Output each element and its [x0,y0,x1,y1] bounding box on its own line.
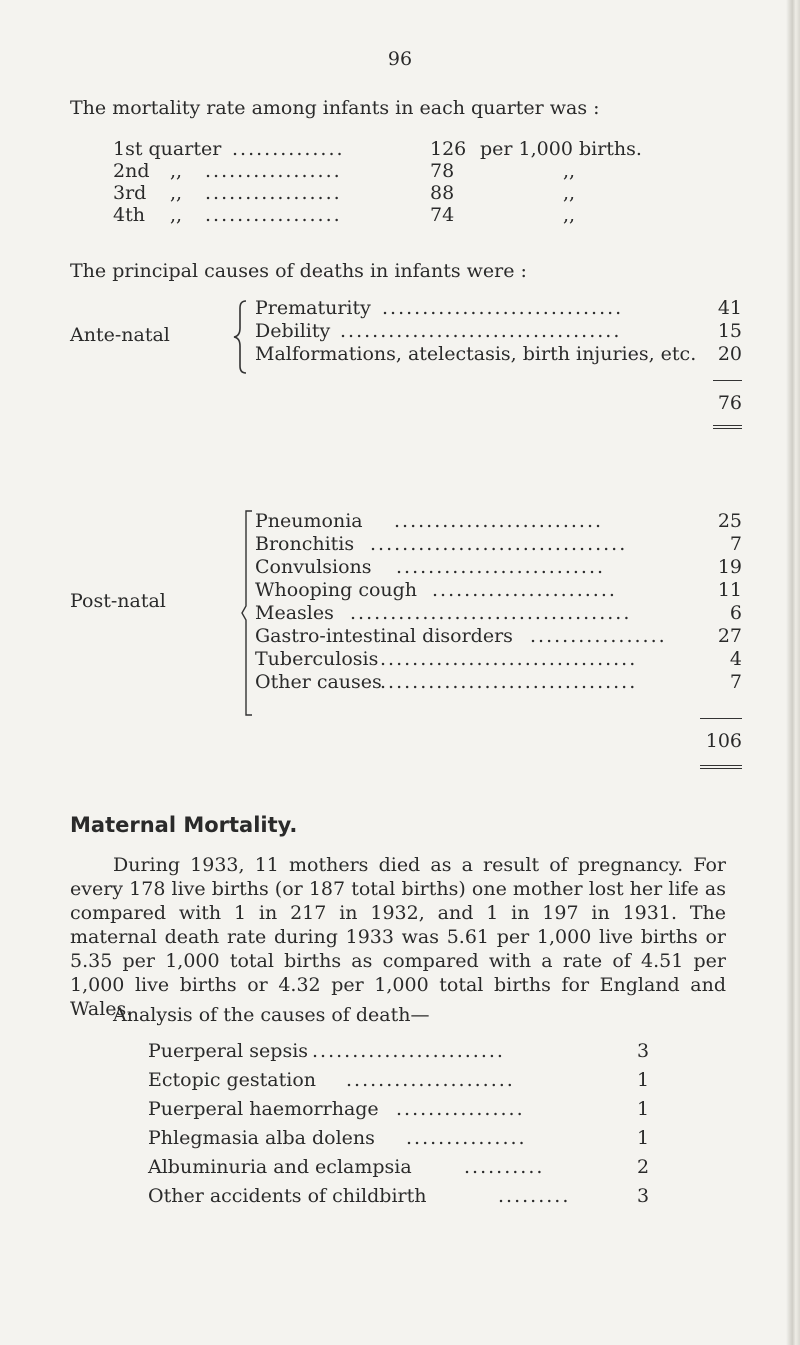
cause-value: 41 [717,297,742,319]
maternal-cause-name: Puerperal sepsis [148,1040,309,1062]
leader-dots: ................................ [370,533,628,555]
leader-dots: ................................ [380,671,638,693]
quarter-label: 2nd [113,160,150,182]
maternal-cause-value: 1 [637,1127,650,1149]
cause-value: 20 [717,343,742,365]
cause-name: Tuberculosis [255,648,379,670]
cause-name: Pneumonia [255,510,363,532]
leader-dots: ................. [205,204,342,226]
leader-dots: ........................ [312,1040,505,1062]
maternal-cause-value: 1 [637,1098,650,1120]
cause-value: 27 [717,625,742,647]
quarter-value: 74 [430,204,455,226]
cause-name: Convulsions [255,556,372,578]
maternal-cause-value: 1 [637,1069,650,1091]
cause-value: 4 [729,648,742,670]
maternal-cause-name: Phlegmasia alba dolens [148,1127,375,1149]
infant-quarter-intro: The mortality rate among infants in each quarter was : [70,97,600,119]
infant-causes-intro: The principal causes of deaths in infants were : [70,260,527,282]
cause-name: Bronchitis [255,533,355,555]
cause-name: Malformations, atelectasis, birth injuries, etc. [255,343,697,365]
ditto-mark: ,, [170,204,183,226]
maternal-paragraph-text: During 1933, 11 mothers died as a result of pregnancy. For every 178 live births (or 187 total births) one mother lost her life as compared with 1 in 217 in 1932, and 1 in 197 in 1931. The maternal death rate during 1933 was 5.61 per 1,000 live births or 5.35 per 1,000 total births as compared with a rate of 4.51 per 1,000 live births or 4.32 per 1,000 total births for England and Wales. [70,854,726,1020]
leader-dots: ................ [396,1098,525,1120]
leader-dots: ................................... [340,320,622,342]
ditto-mark: ,, [170,160,183,182]
leader-dots: .......................... [394,510,604,532]
leader-dots: ................................ [380,648,638,670]
ditto-mark: ,, [563,182,576,204]
total-rule [700,768,742,769]
leader-dots: .......................... [396,556,606,578]
leader-dots: ................. [205,160,342,182]
cause-name: Measles [255,602,334,624]
total-rule [713,425,742,426]
leader-dots: ................. [530,625,667,647]
leader-dots: ......... [498,1185,571,1207]
quarter-label: 1st quarter [113,138,222,160]
quarter-value: 78 [430,160,455,182]
ditto-mark: ,, [170,182,183,204]
ditto-mark: ,, [563,204,576,226]
post-natal-label: Post-natal [70,590,166,612]
ditto-mark: ,, [563,160,576,182]
brace-icon [230,298,254,376]
cause-name: Debility [255,320,331,342]
total-rule [713,428,742,429]
cause-value: 19 [717,556,742,578]
cause-name: Other causes [255,671,382,693]
quarter-value: 88 [430,182,455,204]
leader-dots: ..................... [346,1069,515,1091]
page-number: 96 [387,48,413,70]
ante-natal-label: Ante-natal [70,324,170,346]
maternal-cause-name: Albuminuria and eclampsia [148,1156,412,1178]
quarter-label: 3rd [113,182,147,204]
maternal-cause-name: Puerperal haemorrhage [148,1098,379,1120]
leader-dots: .......... [464,1156,545,1178]
total-rule [700,765,742,766]
leader-dots: ................. [205,182,342,204]
quarter-unit: per 1,000 births. [480,138,642,160]
brace-icon [240,508,256,718]
cause-value: 6 [729,602,742,624]
sum-rule [713,380,742,381]
ante-natal-total: 76 [717,392,742,414]
quarter-value: 126 [430,138,467,160]
leader-dots: ................................... [350,602,632,624]
quarter-label: 4th [113,204,145,226]
cause-value: 15 [717,320,742,342]
cause-value: 25 [717,510,742,532]
sum-rule [700,718,742,719]
leader-dots: .............. [232,138,345,160]
maternal-cause-value: 3 [637,1185,650,1207]
cause-value: 7 [729,671,742,693]
maternal-cause-value: 3 [637,1040,650,1062]
analysis-intro: Analysis of the causes of death— [113,1004,430,1026]
leader-dots: ....................... [432,579,617,601]
leader-dots: .............................. [382,297,624,319]
cause-value: 11 [717,579,742,601]
maternal-cause-name: Other accidents of childbirth [148,1185,427,1207]
cause-name: Whooping cough [255,579,418,601]
leader-dots: ............... [406,1127,527,1149]
section-heading: Maternal Mortality. [70,813,298,837]
maternal-paragraph [70,853,726,1021]
page-edge-shadow [786,0,800,1345]
post-natal-total: 106 [705,730,742,752]
cause-value: 7 [729,533,742,555]
maternal-cause-value: 2 [637,1156,650,1178]
maternal-cause-name: Ectopic gestation [148,1069,317,1091]
cause-name: Gastro-intestinal disorders [255,625,513,647]
cause-name: Prematurity [255,297,371,319]
